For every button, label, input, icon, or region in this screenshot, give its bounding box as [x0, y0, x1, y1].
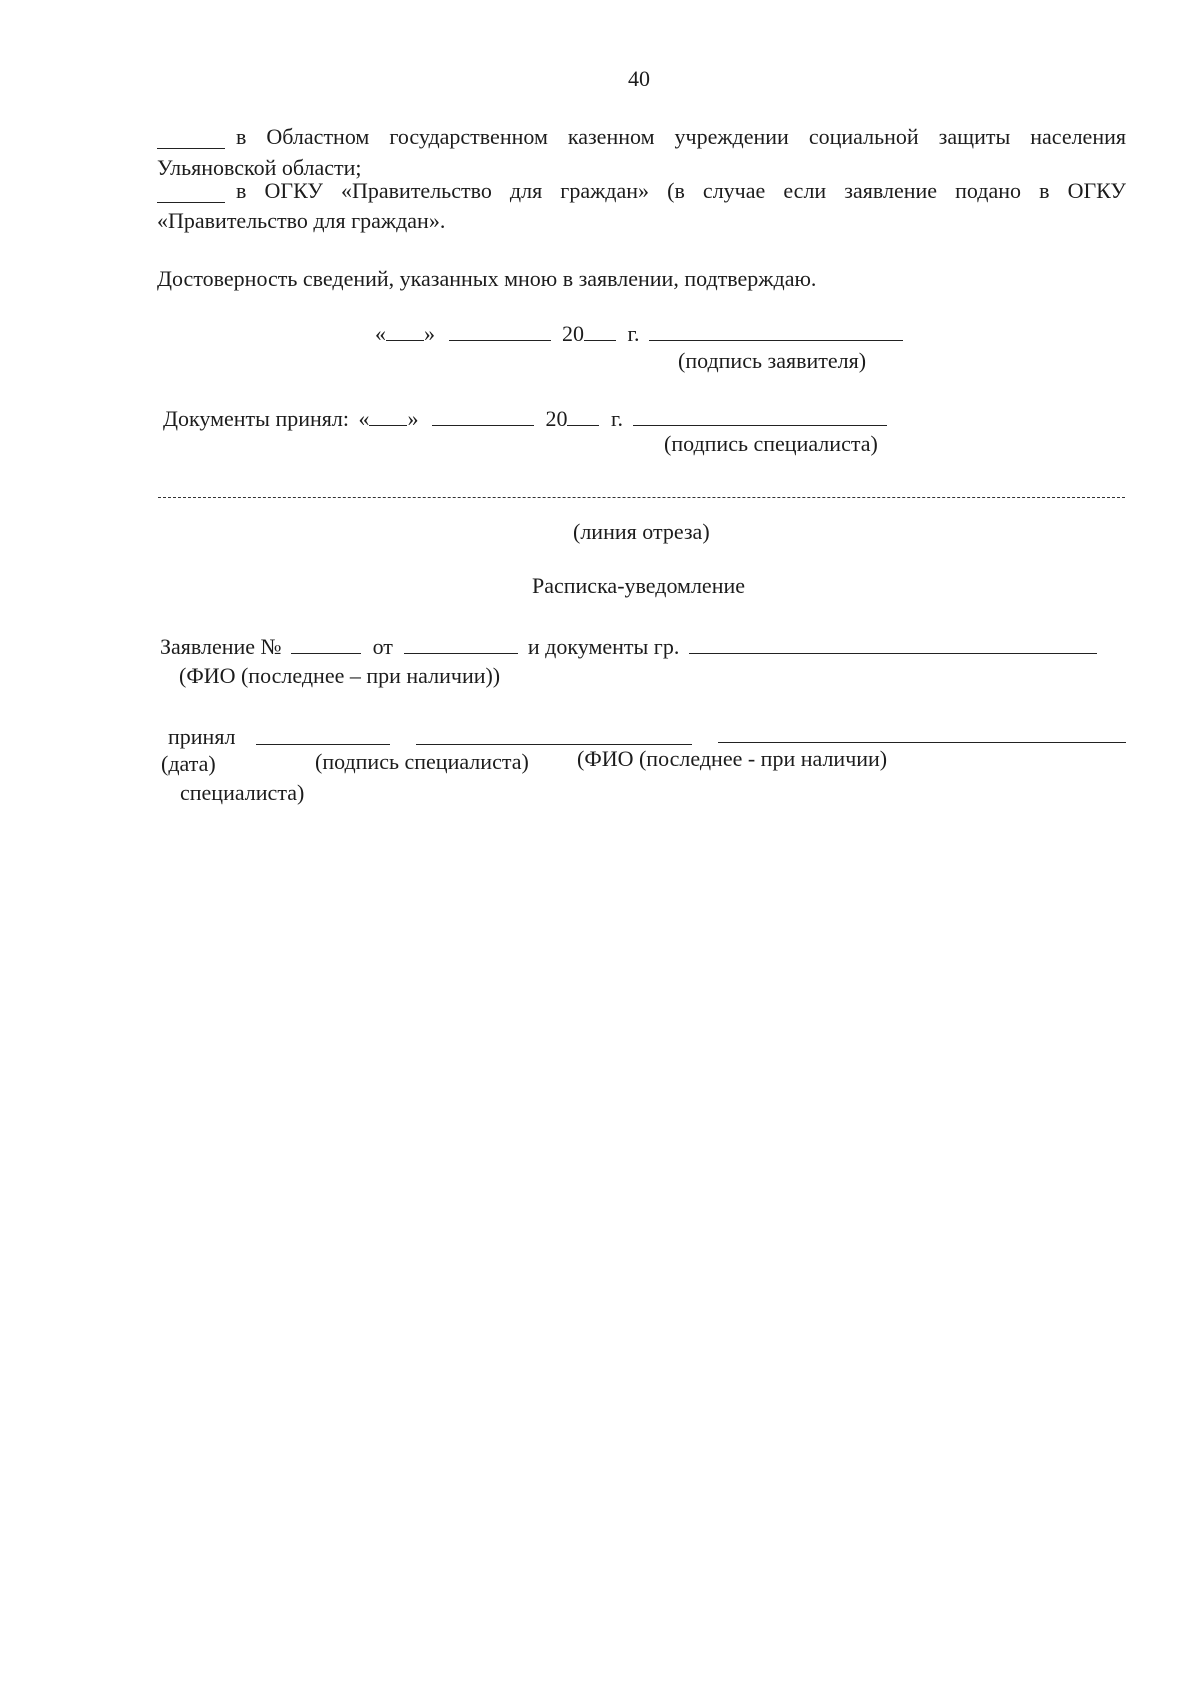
- receipt-application-line: [160, 634, 1097, 660]
- specialist-fio-caption-continuation: специалиста): [180, 780, 305, 805]
- day-blank: [369, 407, 407, 426]
- month-blank: [449, 322, 551, 341]
- checkbox-line-option-1: [157, 148, 225, 149]
- close-quote: »: [424, 321, 435, 346]
- accepted-signature-blank: [416, 744, 692, 745]
- year-prefix: 20: [562, 321, 584, 346]
- accepted-date-blank: [256, 744, 390, 745]
- applicant-signature-caption: (подпись заявителя): [678, 348, 867, 373]
- receipt-accepted-label: принял: [168, 724, 236, 749]
- month-blank: [432, 407, 534, 426]
- option-2-text: в ОГКУ «Правительство для граждан» (в случае если заявление подано в ОГКУ: [236, 178, 1126, 203]
- option-1-text: в Областном государственном казенном учреждении социальной защиты населения: [236, 124, 1126, 149]
- open-quote: «: [358, 406, 370, 431]
- year-blank: [584, 322, 616, 341]
- application-date-blank: [404, 635, 518, 654]
- specialist-signature-caption: (подпись специалиста): [664, 431, 878, 456]
- page-number: 40: [628, 66, 650, 91]
- specialist-signature-blank: [633, 407, 887, 426]
- accepted-fio-blank: [718, 742, 1126, 743]
- option-1-continuation: Ульяновской области;: [157, 155, 362, 180]
- documents-accepted-line: [163, 406, 887, 432]
- cut-line-caption: (линия отреза): [573, 519, 710, 544]
- year-prefix: 20: [545, 406, 568, 431]
- receipt-title: Расписка-уведомление: [532, 573, 746, 598]
- from-label: от: [372, 634, 393, 659]
- application-number-label: Заявление №: [160, 634, 282, 659]
- documents-accepted-label: Документы принял:: [163, 406, 349, 431]
- receipt-signature-caption: (подпись специалиста): [315, 749, 529, 774]
- checkbox-line-option-2: [157, 202, 225, 203]
- application-number-blank: [291, 635, 361, 654]
- close-quote: »: [407, 406, 419, 431]
- citizen-name-blank: [689, 635, 1097, 654]
- year-suffix: г.: [610, 406, 624, 431]
- applicant-signature-blank: [649, 322, 903, 341]
- specialist-fio-caption: (ФИО (последнее - при наличии): [577, 746, 888, 771]
- option-2-continuation: «Правительство для граждан».: [157, 208, 446, 233]
- year-suffix: г.: [627, 321, 640, 346]
- year-blank: [567, 407, 599, 426]
- date-caption: (дата): [161, 751, 216, 776]
- documents-label: и документы гр.: [527, 634, 680, 659]
- day-blank: [386, 322, 424, 341]
- cut-line: [158, 497, 1125, 498]
- confirmation-statement: Достоверность сведений, указанных мною в заявлении, подтверждаю.: [157, 266, 817, 291]
- applicant-date-line: [375, 321, 903, 347]
- open-quote: «: [375, 321, 386, 346]
- citizen-fio-caption: (ФИО (последнее – при наличии)): [179, 663, 501, 688]
